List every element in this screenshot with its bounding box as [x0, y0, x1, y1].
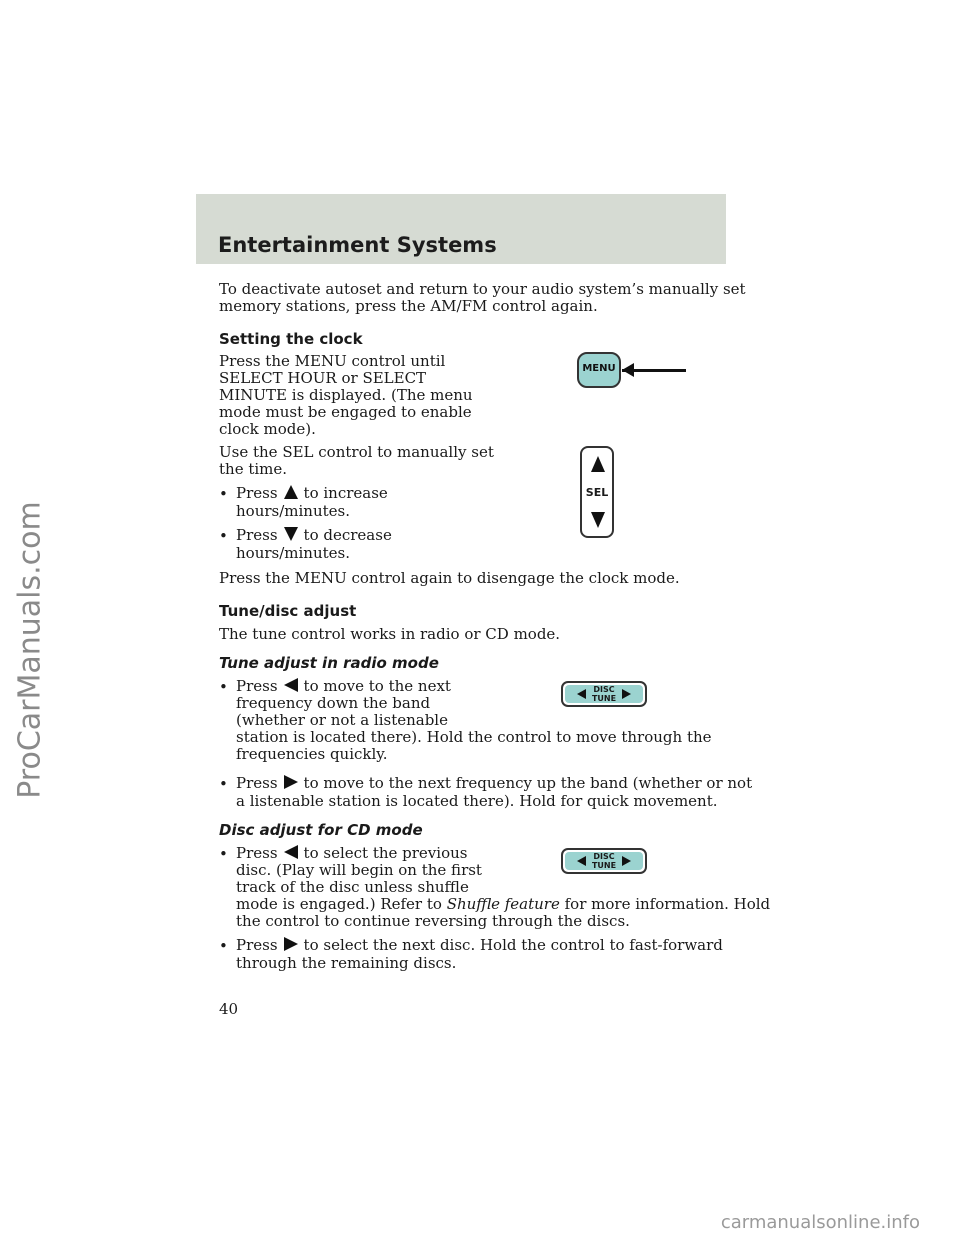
- cd-b2-line2: through the remaining discs.: [236, 954, 457, 972]
- menu-button-illustration: MENU: [577, 352, 621, 388]
- arrow-head-icon: [622, 363, 634, 377]
- right-triangle-icon: [622, 689, 631, 699]
- clock-heading: Setting the clock: [219, 330, 363, 348]
- cd-b1-line5: the control to continue reversing through the discs.: [236, 912, 630, 930]
- cd-b1-line2: disc. (Play will begin on the first: [236, 861, 482, 879]
- bullet-dot: •: [219, 678, 228, 696]
- bullet-dot: •: [219, 485, 228, 503]
- cd-b1-line3: track of the disc unless shuffle: [236, 878, 469, 896]
- clock-closing: Press the MENU control again to disengage the clock mode.: [219, 569, 680, 587]
- right-triangle-icon: [622, 856, 631, 866]
- clock-para1-l5: clock mode).: [219, 420, 316, 438]
- bullet-dot: •: [219, 775, 228, 793]
- bullet-up-cont: hours/minutes.: [236, 502, 350, 520]
- radio-b2-line1: Press to move to the next frequency up the band (whether or not: [236, 774, 753, 792]
- clock-para1-l1: Press the MENU control until: [219, 352, 446, 370]
- cd-heading: Disc adjust for CD mode: [219, 821, 423, 839]
- bullet-up-line: Press to increase: [236, 484, 388, 502]
- clock-para1-l2: SELECT HOUR or SELECT: [219, 369, 427, 387]
- radio-b2-line2: a listenable station is located there). Hold for quick movement.: [236, 792, 718, 810]
- side-watermark: ProCarManuals.com: [12, 501, 48, 799]
- clock-para1-l4: mode must be engaged to enable: [219, 403, 472, 421]
- disc-tune-button-illustration: DISC TUNE: [561, 681, 647, 707]
- cd-b2-line1: Press to select the next disc. Hold the control to fast-forward: [236, 936, 723, 954]
- bullet-dot: •: [219, 845, 228, 863]
- bullet-dot: •: [219, 527, 228, 545]
- radio-b1-line3: (whether or not a listenable: [236, 711, 448, 729]
- up-triangle-icon: [284, 485, 298, 503]
- radio-b1-line2: frequency down the band: [236, 694, 431, 712]
- radio-heading: Tune adjust in radio mode: [219, 654, 439, 672]
- bullet-dot: •: [219, 937, 228, 955]
- down-triangle-icon: [591, 512, 605, 528]
- radio-b1-line1: Press to move to the next: [236, 677, 451, 695]
- up-triangle-icon: [591, 456, 605, 472]
- radio-b1-line4: station is located there). Hold the control to move through the: [236, 728, 712, 746]
- cd-b1-line1: Press to select the previous: [236, 844, 468, 862]
- bullet-down-cont: hours/minutes.: [236, 544, 350, 562]
- radio-b1-line5: frequencies quickly.: [236, 745, 388, 763]
- intro-line-1: To deactivate autoset and return to your audio system’s manually set: [219, 280, 746, 298]
- section-title: Entertainment Systems: [218, 233, 497, 257]
- tune-heading: Tune/disc adjust: [219, 602, 357, 620]
- right-triangle-icon: [284, 775, 298, 793]
- clock-para2-l2: the time.: [219, 460, 288, 478]
- tune-para: The tune control works in radio or CD mode.: [219, 625, 561, 643]
- down-triangle-icon: [284, 527, 298, 545]
- intro-line-2: memory stations, press the AM/FM control again.: [219, 297, 598, 315]
- cd-b1-line4: mode is engaged.) Refer to Shuffle feature for more information. Hold: [236, 895, 771, 913]
- clock-para2-l1: Use the SEL control to manually set: [219, 443, 494, 461]
- bullet-down-line: Press to decrease: [236, 526, 392, 544]
- right-triangle-icon: [284, 937, 298, 955]
- footer-watermark: carmanualsonline.info: [720, 1212, 920, 1233]
- disc-tune-button-illustration: DISC TUNE: [561, 848, 647, 874]
- page-number: 40: [219, 1000, 239, 1018]
- sel-button-illustration: SEL: [580, 446, 614, 538]
- clock-para1-l3: MINUTE is displayed. (The menu: [219, 386, 473, 404]
